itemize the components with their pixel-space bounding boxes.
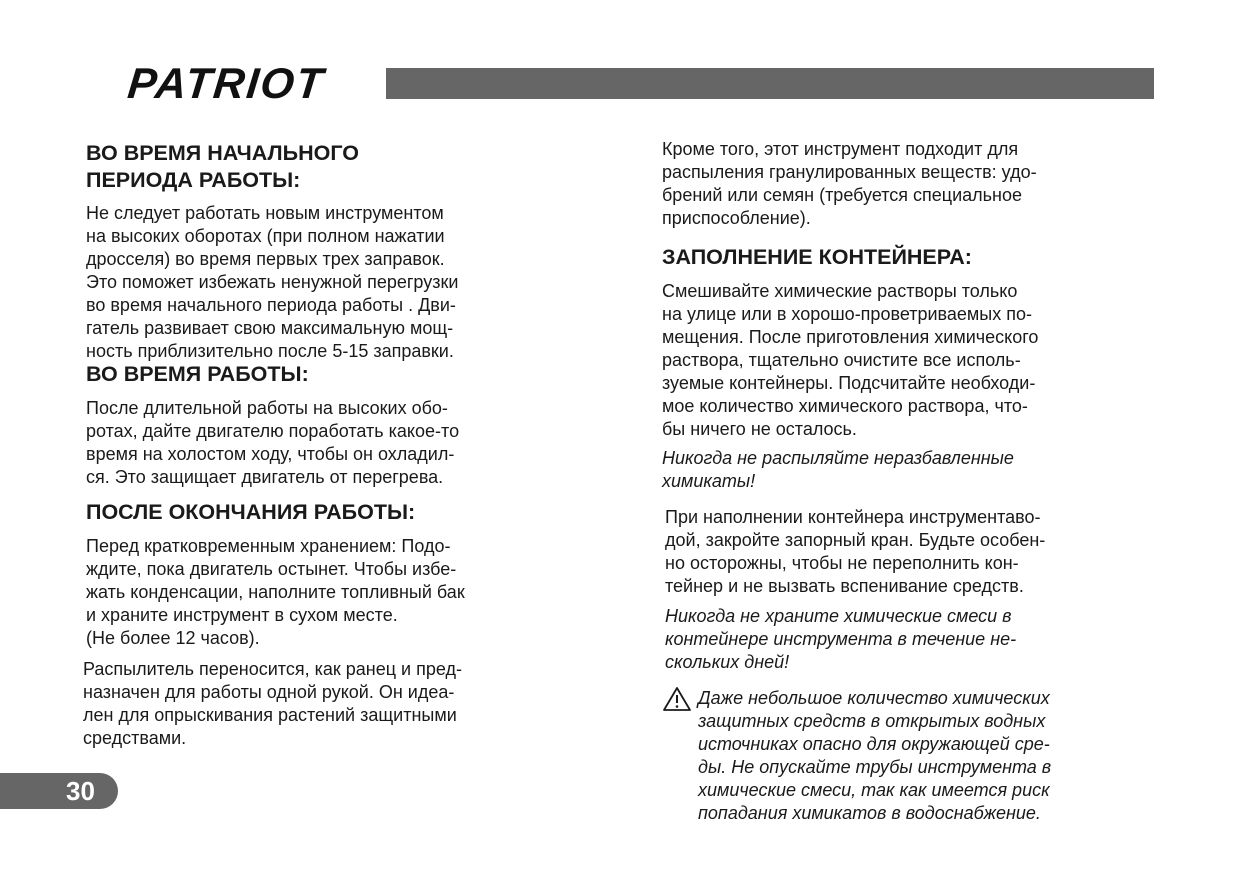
- section-title-container-filling: ЗАПОЛНЕНИЕ КОНТЕЙНЕРА:: [662, 245, 972, 269]
- paragraph-filling-water: При наполнении контейнера инструментаво- дой, закройте запорный кран. Будьте особен- но осторожны, чтобы не переполнить кон- тейнер и не вызвать вспенивание средств.: [665, 507, 1046, 596]
- warning-text: Даже небольшое количество химических защитных средств в открытых водных источниках опасно для окружающей сре- ды. Не опускайте трубы инструмента в химические смеси, так как имеется риск попадания химикатов в водоснабжение.: [698, 688, 1052, 823]
- right-column: [662, 138, 1108, 825]
- note-storage: Никогда не храните химические смеси в контейнере инструмента в течение не- скольких дней!: [665, 606, 1017, 672]
- warning-block: [662, 687, 1108, 825]
- page-number: 30: [66, 776, 95, 806]
- warning-triangle-icon: [662, 686, 692, 712]
- paragraph-during-work: После длительной работы на высоких обо- ротах, дайте двигателю поработать какое-то время на холостом ходу, чтобы он охладил- ся. Это защищает двигатель от перегрева.: [86, 398, 460, 487]
- section-title-during-work: ВО ВРЕМЯ РАБОТЫ:: [86, 362, 309, 386]
- paragraph-sprayer-description: Распылитель переносится, как ранец и пред- назначен для работы одной рукой. Он идеа- лен для опрыскивания растений защитными средствами.: [83, 659, 462, 748]
- paragraph-granular-use: Кроме того, этот инструмент подходит для распыления гранулированных веществ: удо- брений или семян (требуется специальное приспособление).: [662, 139, 1037, 228]
- brand-logo: PATRIOT: [125, 60, 327, 108]
- page-number-tab: [0, 773, 118, 809]
- left-column: [83, 140, 532, 750]
- header-bar: [386, 68, 1154, 99]
- note-undiluted-chemicals: Никогда не распыляйте неразбавленные химикаты!: [662, 448, 1014, 491]
- section-title-initial-period: ВО ВРЕМЯ НАЧАЛЬНОГО ПЕРИОДА РАБОТЫ:: [86, 141, 359, 192]
- paragraph-initial-period: Не следует работать новым инструментом на высоких оборотах (при полном нажатии дросселя) во время первых трех заправок. Это поможет избежать ненужной перегрузки во время начального периода работы . Дви- гатель развивает свою максимальную мощ- ность приблизительно после 5-15 заправки.: [86, 203, 459, 361]
- paragraph-after-work: Перед кратковременным хранением: Подо- ждите, пока двигатель остынет. Чтобы избе- жать конденсации, наполните топливный бак и храните инструмент в сухом месте. (Не более 12 часов).: [86, 536, 465, 648]
- paragraph-container-filling: Смешивайте химические растворы только на улице или в хорошо-проветриваемых по- мещения. После приготовления химического раствора, тщательно очистите все исполь- зуемые контейнеры. Подсчитайте необходи- мое количество химического раствора, что- бы ничего не осталось.: [662, 281, 1039, 439]
- section-title-after-work: ПОСЛЕ ОКОНЧАНИЯ РАБОТЫ:: [86, 500, 416, 524]
